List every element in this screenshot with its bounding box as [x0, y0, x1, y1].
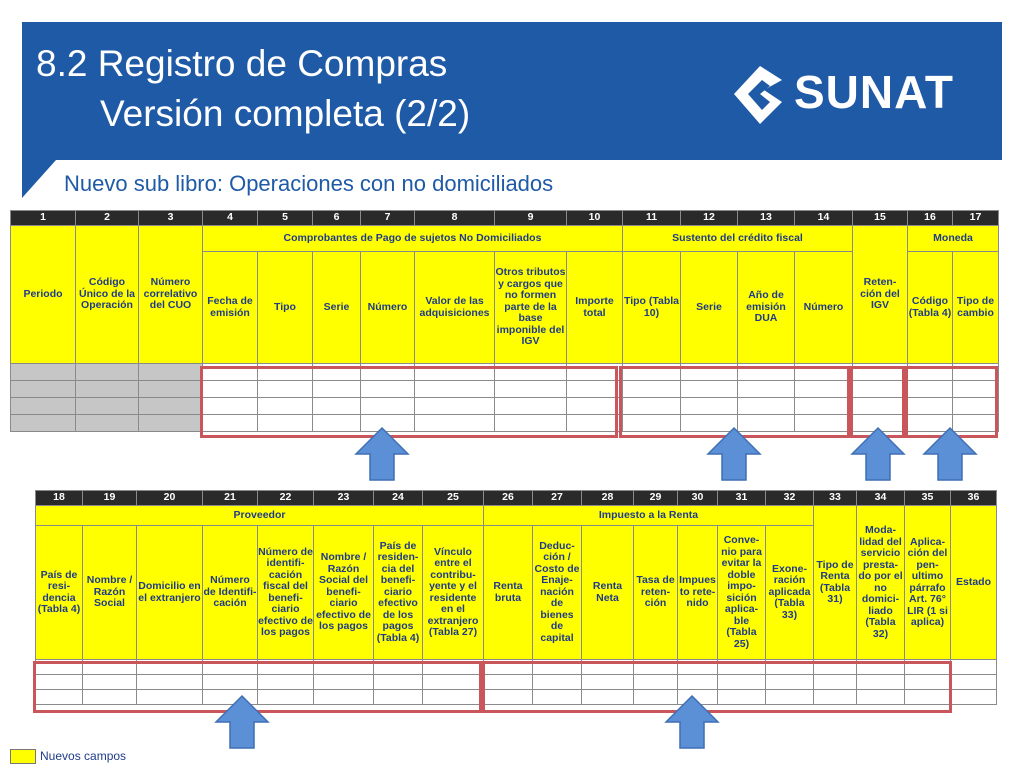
header-serie-sustento: Serie	[681, 252, 738, 364]
group-impuesto-renta: Impuesto a la Renta	[484, 506, 814, 526]
header-numero-correlativo: Número correlativo del CUO	[139, 226, 203, 364]
column-number: 11	[623, 211, 681, 226]
header-exoneracion: Exone- ración aplicada (Tabla 33)	[766, 526, 814, 660]
header-tipo-cambio: Tipo de cambio	[953, 252, 999, 364]
column-number: 23	[314, 491, 374, 506]
slide-title-line2: Versión completa (2/2)	[100, 93, 471, 134]
sub-book-title: Nuevo sub libro: Operaciones con no domiciliados	[64, 171, 554, 196]
legend-label: Nuevos campos	[40, 749, 127, 763]
up-arrow-icon	[664, 694, 720, 750]
column-number: 35	[905, 491, 951, 506]
header-deduccion-costo: Deduc- ción / Costo de Enaje- nación de bienes de capital	[533, 526, 582, 660]
header-renta-neta: Renta Neta	[582, 526, 634, 660]
column-number: 29	[634, 491, 678, 506]
column-number: 32	[766, 491, 814, 506]
header-convenio: Conve- nio para evitar la doble impo- sición aplica- ble (Tabla 25)	[718, 526, 766, 660]
header-domicilio-extranjero: Domicilio en el extranjero	[137, 526, 203, 660]
header-aplicacion-penultimo: Aplica- ción del pen- ultimo párrafo Art. 76° LIR (1 si aplica)	[905, 506, 951, 660]
header-tipo-tabla10: Tipo (Tabla 10)	[623, 252, 681, 364]
column-number: 16	[908, 211, 953, 226]
column-number: 10	[567, 211, 623, 226]
sunat-logo-text: SUNAT	[794, 66, 955, 118]
column-number: 30	[678, 491, 718, 506]
header-numero-fiscal-beneficiario: Número de identifi- cación fiscal del benefi- ciario efectivo de los pagos	[258, 526, 314, 660]
header-pais-residencia: País de resi- dencia (Tabla 4)	[36, 526, 83, 660]
column-number: 7	[361, 211, 415, 226]
header-codigo-unico: Código Único de la Operación	[76, 226, 139, 364]
column-number: 6	[313, 211, 361, 226]
column-number: 4	[203, 211, 258, 226]
column-number: 34	[857, 491, 905, 506]
column-number: 5	[258, 211, 313, 226]
header-valor-adquisiciones: Valor de las adquisiciones	[415, 252, 495, 364]
header-fecha-emision: Fecha de emisión	[203, 252, 258, 364]
column-number-row	[11, 211, 999, 226]
slide-title-line1: 8.2 Registro de Compras	[36, 43, 448, 84]
column-number: 28	[582, 491, 634, 506]
column-number: 24	[374, 491, 423, 506]
header-nombre-razon-social: Nombre / Razón Social	[83, 526, 137, 660]
group-comprobantes: Comprobantes de Pago de sujetos No Domiciliados	[203, 226, 623, 252]
up-arrow-icon	[214, 694, 270, 750]
header-numero-sustento: Número	[795, 252, 853, 364]
column-number: 1	[11, 211, 76, 226]
column-number: 17	[953, 211, 999, 226]
column-number: 33	[814, 491, 857, 506]
column-number: 2	[76, 211, 139, 226]
column-number: 19	[83, 491, 137, 506]
column-number: 21	[203, 491, 258, 506]
header-pais-beneficiario: País de residen- cia del benefi- ciario efectivo de los pagos (Tabla 4)	[374, 526, 423, 660]
column-number-row	[36, 491, 997, 506]
up-arrow-icon	[706, 426, 762, 482]
header-tipo-renta: Tipo de Renta (Tabla 31)	[814, 506, 857, 660]
column-number: 26	[484, 491, 533, 506]
header-retencion-igv: Reten- ción del IGV	[853, 226, 908, 364]
header-renta-bruta: Renta bruta	[484, 526, 533, 660]
header-nombre-beneficiario: Nombre / Razón Social del benefi- ciario efectivo de los pagos	[314, 526, 374, 660]
column-number: 36	[951, 491, 997, 506]
up-arrow-icon	[850, 426, 906, 482]
column-number: 18	[36, 491, 83, 506]
column-number: 27	[533, 491, 582, 506]
column-number: 22	[258, 491, 314, 506]
header-serie: Serie	[313, 252, 361, 364]
header-importe-total: Importe total	[567, 252, 623, 364]
column-number: 8	[415, 211, 495, 226]
column-number: 14	[795, 211, 853, 226]
column-number: 20	[137, 491, 203, 506]
header-codigo-tabla4: Código (Tabla 4)	[908, 252, 953, 364]
header-vinculo: Vínculo entre el contribu- yente y el residente en el extranjero (Tabla 27)	[423, 526, 484, 660]
group-moneda: Moneda	[908, 226, 999, 252]
header-numero-identificacion: Número de Identifi- cación	[203, 526, 258, 660]
column-number: 25	[423, 491, 484, 506]
header-corner-triangle	[22, 160, 56, 198]
column-number: 13	[738, 211, 795, 226]
header-periodo: Periodo	[11, 226, 76, 364]
header-otros-tributos: Otros tributos y cargos que no formen parte de la base imponible del IGV	[495, 252, 567, 364]
legend-swatch	[10, 749, 36, 764]
group-proveedor: Proveedor	[36, 506, 484, 526]
header-modalidad-servicio: Moda- lidad del servicio presta- do por el no domici- liado (Tabla 32)	[857, 506, 905, 660]
header-anio-dua: Año de emisión DUA	[738, 252, 795, 364]
header-estado: Estado	[951, 506, 997, 660]
header-tipo: Tipo	[258, 252, 313, 364]
header-impuesto-retenido: Impues to rete- nido	[678, 526, 718, 660]
group-sustento-credito: Sustento del crédito fiscal	[623, 226, 853, 252]
column-number: 31	[718, 491, 766, 506]
column-number: 15	[853, 211, 908, 226]
column-number: 9	[495, 211, 567, 226]
up-arrow-icon	[922, 426, 978, 482]
up-arrow-icon	[354, 426, 410, 482]
column-number: 3	[139, 211, 203, 226]
header-tasa-retencion: Tasa de reten- ción	[634, 526, 678, 660]
column-number: 12	[681, 211, 738, 226]
header-numero: Número	[361, 252, 415, 364]
